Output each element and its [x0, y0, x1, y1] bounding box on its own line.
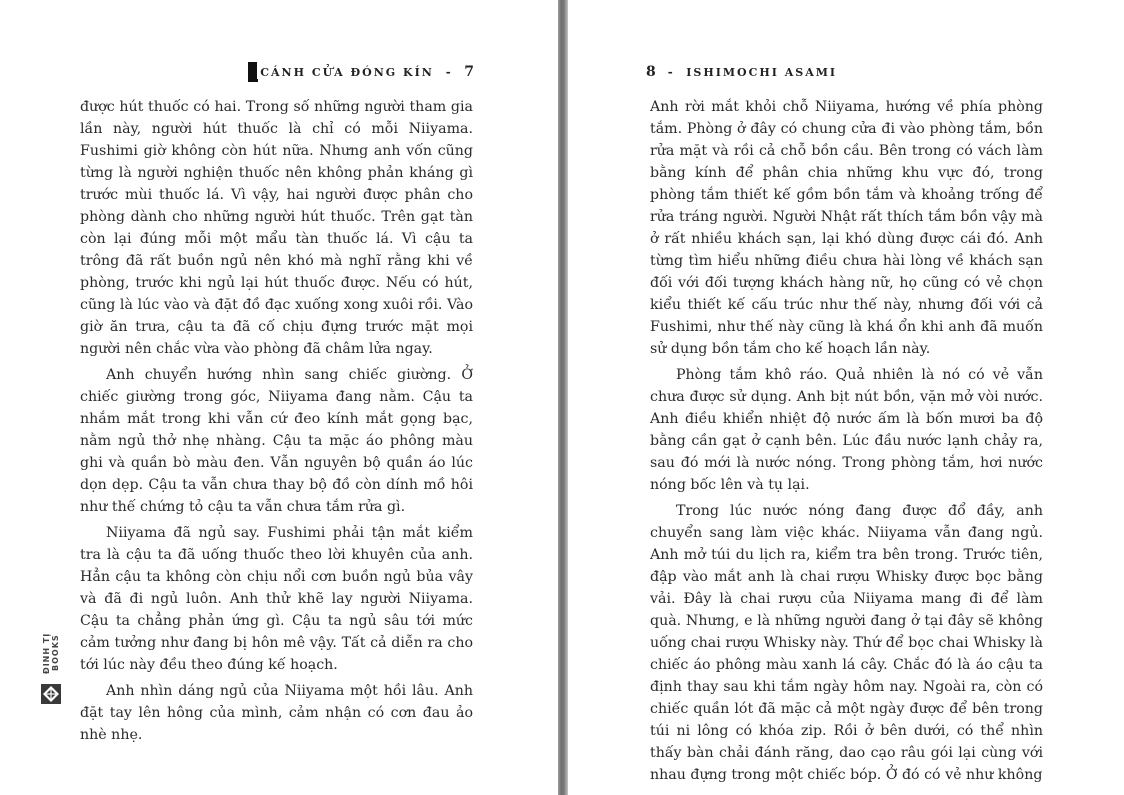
paragraph: được hút thuốc có hai. Trong số những người tham gia lần này, người hút thuốc là chỉ có mỗi Niiyama. Fushimi giờ không còn hút nữa. Nhưng anh vốn cũng từng là người nghiện thuốc nên không phản kháng gì trước mùi thuốc lá. Vì vậy, hai người được phân cho phòng dành cho những người hút thuốc. Trên gạt tàn còn lại đúng mỗi một mẩu tàn thuốc lá. Vì cậu ta trông đã rất buồn ngủ nên khó mà nghĩ rằng khi về phòng, trước khi ngủ lại hút thuốc được. Nếu có hút, cũng là lúc vào và đặt đồ đạc xuống xong xuôi rồi. Vào giờ ăn trưa, cậu ta đã cố chịu đựng trước mặt mọi người nên chắc vừa vào phòng đã châm lửa ngay.	[80, 99, 473, 357]
author-name: ISHIMOCHI ASAMI	[686, 65, 838, 79]
header-separator: -	[667, 65, 675, 79]
left-page-header	[248, 62, 474, 82]
publisher-brand	[40, 628, 62, 708]
page-number: 7	[464, 64, 474, 80]
paragraph: Phòng tắm khô ráo. Quả nhiên là nó có vẻ vẫn chưa được sử dụng. Anh bịt nút bồn, vặn mở vòi nước. Anh điều khiển nhiệt độ nước ấm là bốn mươi ba độ bằng cần gạt ở cạnh bên. Lúc đầu nước lạnh chảy ra, sau đó mới là nước nóng. Trong phòng tắm, hơi nước nóng bốc lên và tụ lại.	[650, 367, 1043, 493]
right-page-header	[646, 62, 837, 82]
book-title: CÁNH CỬA ĐÓNG KÍN	[260, 65, 434, 79]
header-mark	[248, 62, 257, 82]
publisher-name: ĐINH TỊ BOOKS	[42, 632, 60, 674]
paragraph: Niiyama đã ngủ say. Fushimi phải tận mắt kiểm tra là cậu ta đã uống thuốc theo lời khuyên của anh. Hẳn cậu ta không còn chịu nổi cơn buồn ngủ bủa vây và đã đi ngủ luôn. Anh thử khẽ lay người Niiyama. Cậu ta chẳng phản ứng gì. Cậu ta ngủ sâu tới mức cảm tưởng như đang bị hôn mê vậy. Tất cả diễn ra cho tới lúc này đều theo đúng kế hoạch.	[80, 525, 473, 673]
right-page	[568, 0, 1124, 795]
header-separator: -	[445, 65, 453, 79]
left-page-text	[80, 96, 473, 750]
paragraph: Anh chuyển hướng nhìn sang chiếc giường. Ở chiếc giường trong góc, Niiyama đang nằm. Cậu ta nhắm mắt trong khi vẫn cứ đeo kính mắt gọng bạc, nằm ngủ thở nhẹ nhàng. Cậu ta mặc áo phông màu ghi và quần bò màu đen. Vẫn nguyên bộ quần áo lúc dọn dẹp. Cậu ta vẫn chưa thay bộ đồ còn dính mồ hôi như thế chứng tỏ cậu ta vẫn chưa tắm rửa gì.	[80, 367, 473, 515]
paragraph: Trong lúc nước nóng đang được đổ đầy, anh chuyển sang làm việc khác. Niiyama vẫn đang ngủ. Anh mở túi du lịch ra, kiểm tra bên trong. Trước tiên, đập vào mắt anh là chai rượu Whisky được bọc bằng vải. Đây là chai rượu của Niiyama mang đi để làm quà. Nhưng, e là những người đang ở tại đây sẽ không uống chai rượu Whisky này. Thứ để bọc chai Whisky là chiếc áo phông màu xanh lá cây. Chắc đó là áo cậu ta định thay sau khi tắm ngày hôm nay. Ngoài ra, còn có chiếc quần lót đã mặc cả một ngày được để bên trong túi ni lông có khóa zip. Rồi ở bên dưới, có thể nhìn thấy bàn chải đánh răng, dao cạo râu gói lại cùng với nhau đựng trong một chiếc bóp. Ở đó có vẻ như không	[650, 503, 1043, 783]
book-gutter	[558, 0, 568, 795]
left-page	[0, 0, 558, 795]
page-number: 8	[646, 64, 656, 80]
paragraph: Anh rời mắt khỏi chỗ Niiyama, hướng về phía phòng tắm. Phòng ở đây có chung cửa đi vào phòng tắm, bồn rửa mặt và rồi cả chỗ bồn cầu. Bên trong có vách làm bằng kính để phân chia những khu vực đó, trong phòng tắm thiết kế gồm bồn tắm và khoảng trống để rửa tráng người. Người Nhật rất thích tắm bồn vậy mà ở rất nhiều khách sạn, lại khó dùng được cái đó. Anh từng tìm hiểu những điều chưa hài lòng về khách sạn đối với đối tượng khách hàng nữ, họ cũng có vẻ chọn kiểu thiết kế cấu trúc như thế này, nhưng đối với cả Fushimi, như thế này cũng là khá ổn khi anh đã muốn sử dụng bồn tắm cho kế hoạch lần này.	[650, 99, 1043, 357]
paragraph: Anh nhìn dáng ngủ của Niiyama một hồi lâu. Anh đặt tay lên hông của mình, cảm nhận có cơn đau ảo nhè nhẹ.	[80, 683, 473, 743]
dinhti-logo-icon	[41, 684, 61, 704]
right-page-text	[650, 96, 1043, 790]
